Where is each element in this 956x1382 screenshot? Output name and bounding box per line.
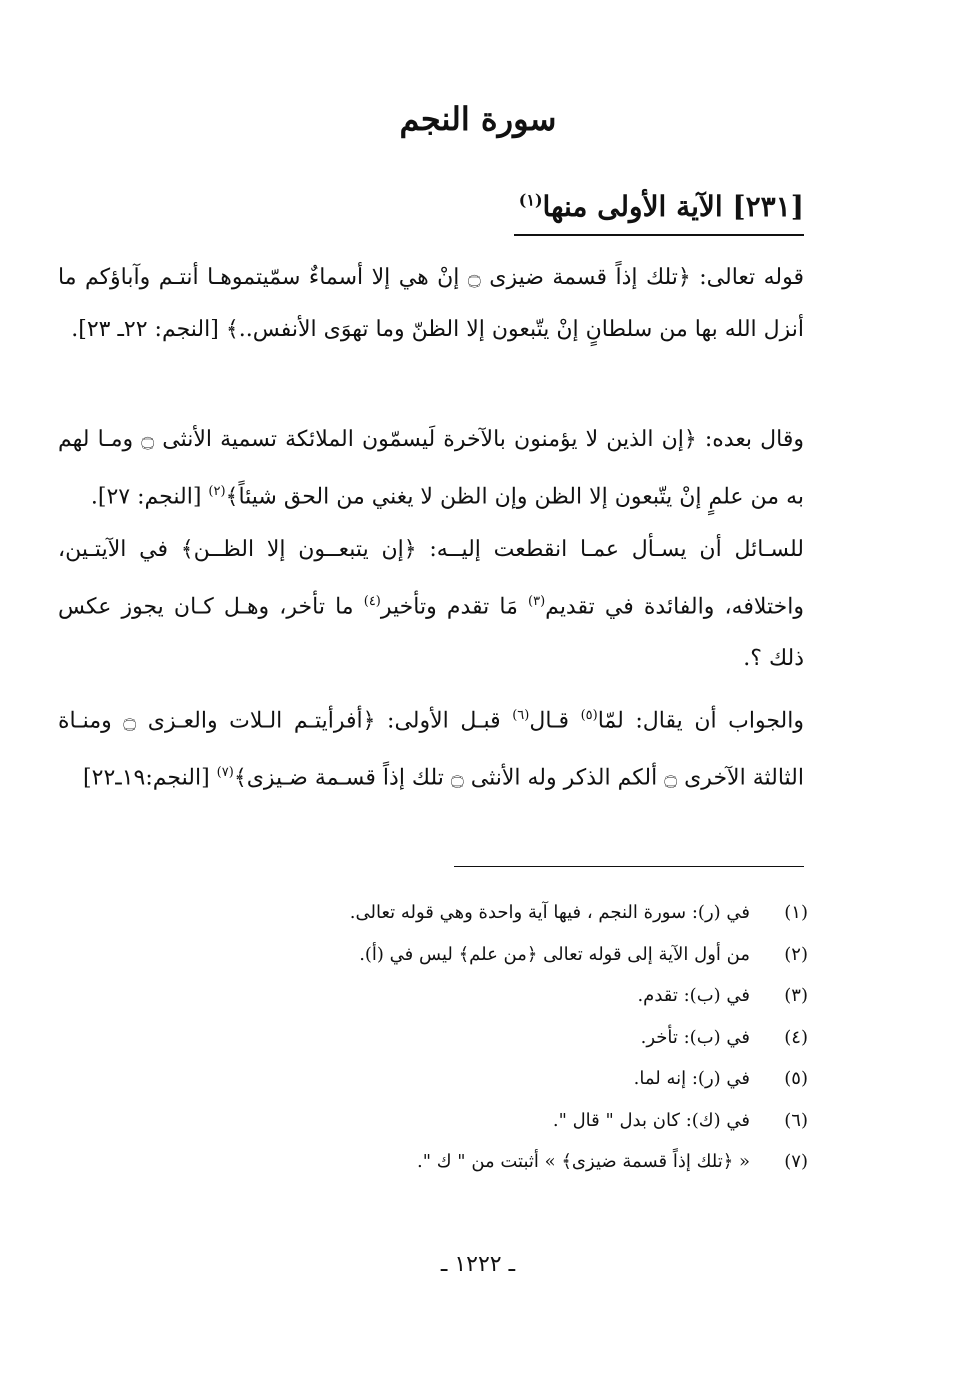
footnote-text: في (ر): إنه لما. [633, 1068, 750, 1089]
footnote-separator [454, 866, 804, 867]
paragraph-3 [58, 524, 804, 685]
footnote-number: (١) [784, 902, 808, 923]
paragraph-text: [النجم:١٩ـ٢٢] [83, 765, 217, 791]
footnote-mark: (٦) [512, 708, 530, 723]
footnote-text: في (ك): كان بدل " قال ". [552, 1109, 750, 1131]
paragraph-4 [58, 690, 804, 805]
footnote-mark: (٢) [208, 484, 226, 499]
footnote-number: (٢) [784, 943, 808, 965]
footnote-mark: (٥) [580, 708, 598, 723]
paragraph-1 [58, 252, 804, 356]
footnote-item [120, 1058, 808, 1100]
footnote-item [120, 975, 808, 1017]
footnote-number: (٤) [784, 1026, 808, 1048]
paragraph-text: للسـائل أن يسـأل عمـا انقطعت إليــه: ﴿إن يتبعــون إلا الظــن﴾ في الآيتـين، واختلافه، والفائدة في تقديم [58, 537, 804, 620]
footnote-number: (٧) [784, 1151, 808, 1172]
footnote-mark: (٤) [363, 594, 381, 609]
section-heading [519, 190, 804, 223]
footnote-mark: (٣) [528, 594, 546, 609]
footnote-text: في (ر): سورة النجم ، فيها آية واحدة وهي قوله تعالى. [349, 902, 750, 923]
paragraph-text: وقال بعده: ﴿إن الذين لا يؤمنون بالآخرة لَيسمّون الملائكة تسمية الأنثى ۝ ومـا لهم به من علمٍ إنْ يتّبعون إلا الظن وإن الظن لا يغني من الحق شيئاً﴾ [58, 427, 804, 510]
footnote-item [120, 1017, 808, 1059]
footnote-item [120, 934, 808, 976]
paragraph-text: قـال [529, 708, 581, 734]
paragraph-text: والجواب أن يقال: لمّا [597, 708, 804, 734]
paragraph-text: قوله تعالى: ﴿تلك إذاً قسمة ضيزى ۝ إنْ هي إلا أسماءٌ سمّيتموهـا أنتـم وآباؤكم ما أنزل الله بها من سلطانٍ إنْ يتّبعون إلا الظنّ وما تهوَى الأنفس..﴾ [النجم: ٢٢ـ ٢٣]. [58, 265, 804, 342]
paragraph-2 [58, 414, 804, 523]
footnote-mark: (٧) [216, 765, 234, 781]
surah-title: سورة النجم [399, 100, 557, 138]
page-number: ـ ١٢٢٢ ـ [440, 1252, 516, 1277]
footnote-number: (٣) [784, 985, 808, 1006]
footnote-number: (٦) [784, 1109, 808, 1131]
footnote-item [120, 892, 808, 934]
footnote-item [120, 1100, 808, 1142]
footnote-mark: (١) [518, 190, 543, 210]
paragraph-text: مَا تقدم وتأخير [380, 594, 529, 620]
footnote-text: « ﴿تلك إذاً قسمة ضيزى﴾ » أثبتت من " ك ". [417, 1151, 750, 1172]
footnote-number: (٥) [784, 1068, 808, 1089]
paragraph-text: ما تأخر، وهـل كـان يجوز عكس ذلك ؟. [58, 594, 804, 672]
heading-underline [514, 234, 804, 236]
footnote-text: في (ب): تقدم. [637, 985, 750, 1006]
footnote-text: من أول الآية إلى قوله تعالى ﴿من علم﴾ ليس في (أ). [359, 943, 750, 965]
section-heading-text: [٢٣١] الآية الأولى منها [542, 190, 804, 223]
paragraph-text: قبـل الأولى: ﴿أفرأيتـم الـلات والعـزى ۝ ومنـاة الثالثة الآخرى ۝ ألكم الذكر وله الأنثى ۝ تلك إذاً قسـمة ضـيزى﴾ [58, 708, 804, 791]
footnotes-list [120, 892, 808, 1183]
footnote-item [120, 1141, 808, 1183]
footnote-text: في (ب): تأخر. [640, 1026, 750, 1048]
paragraph-text: [النجم: ٢٧]. [90, 484, 209, 510]
